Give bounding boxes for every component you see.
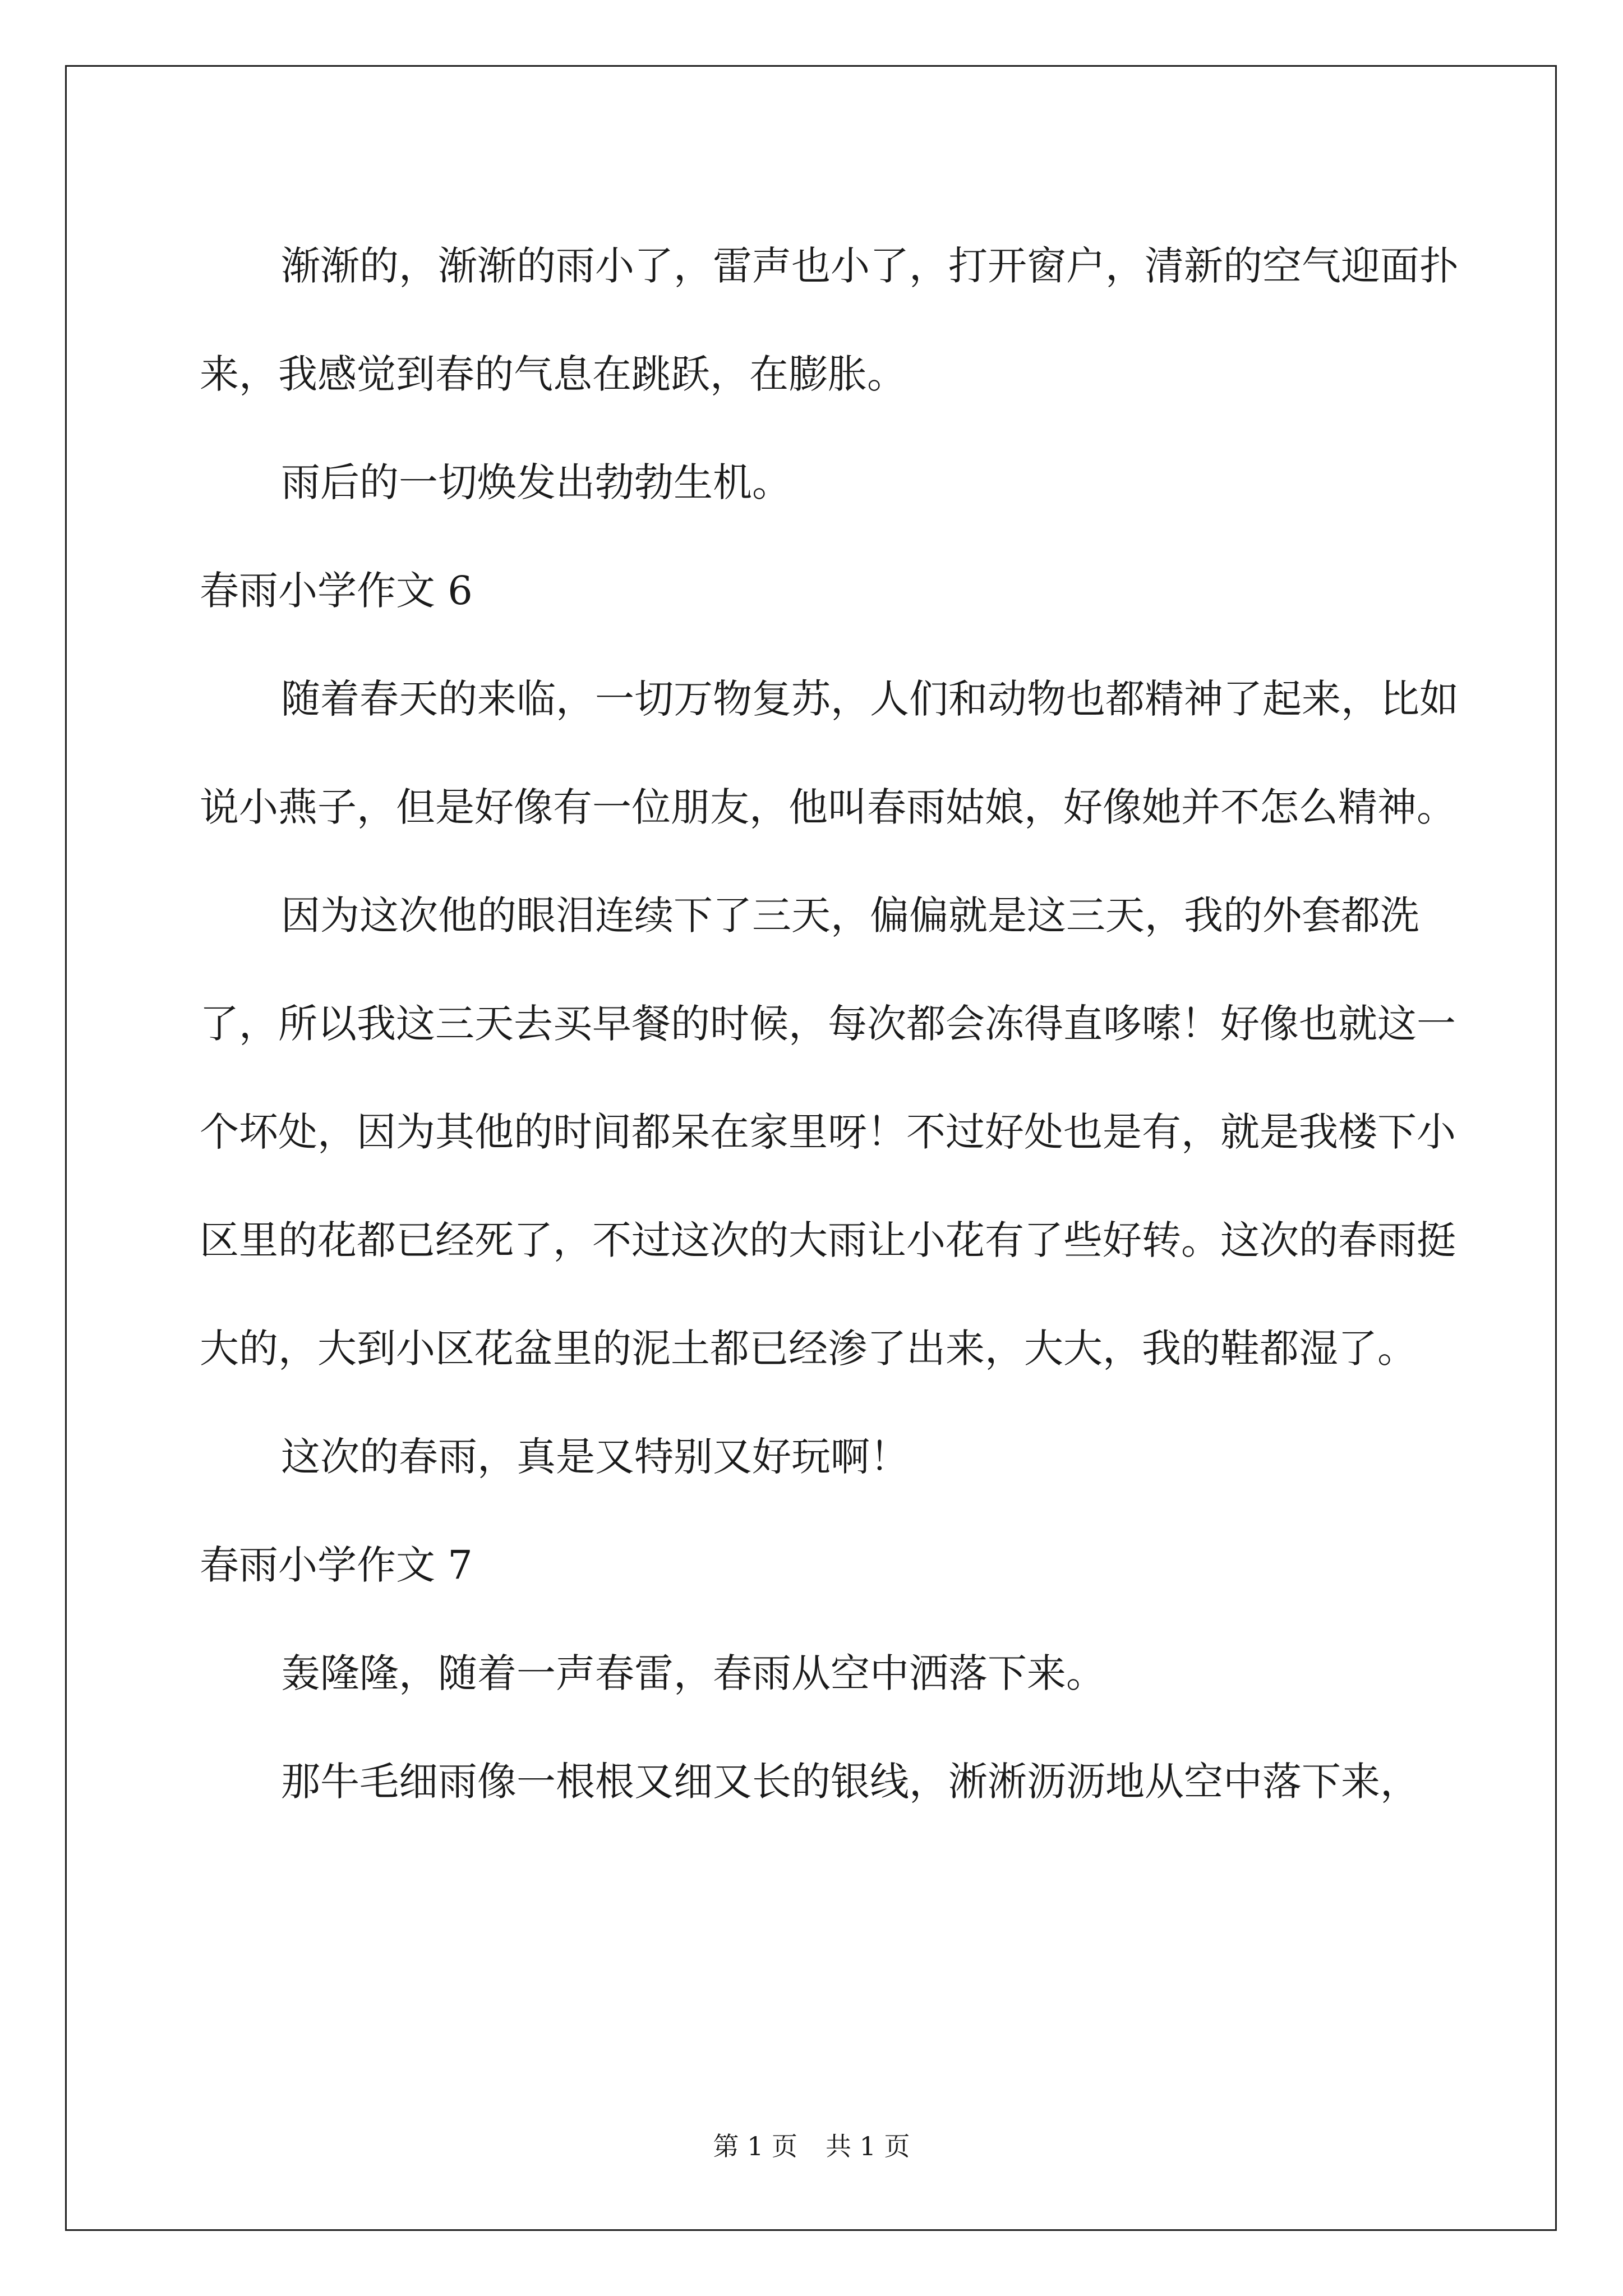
paragraph: 轰隆隆，随着一声春雷，春雨从空中洒落下来。 <box>281 1650 1105 1696</box>
page-number-total: 共 1 页 <box>826 2131 910 2161</box>
section-heading: 春雨小学作文 7 <box>200 1542 473 1588</box>
section-heading: 春雨小学作文 6 <box>200 568 473 614</box>
page-footer <box>0 2126 1623 2163</box>
paragraph: 这次的春雨，真是又特别又好玩啊！ <box>281 1434 909 1480</box>
page-number-current: 第 1 页 <box>713 2131 797 2161</box>
paragraph: 渐渐的，渐渐的雨小了，雷声也小了，打开窗户，清新的空气迎面扑来，我感觉到春的气息在跳跃，在膨胀。 <box>200 243 1459 397</box>
paragraph: 雨后的一切焕发出勃勃生机。 <box>281 459 791 505</box>
paragraph: 随着春天的来临，一切万物复苏，人们和动物也都精神了起来，比如说小燕子，但是好像有一位朋友，他叫春雨姑娘，好像她并不怎么精神。 <box>200 676 1459 830</box>
paragraph: 因为这次他的眼泪连续下了三天，偏偏就是这三天，我的外套都洗了，所以我这三天去买早餐的时候，每次都会冻得直哆嗦！好像也就这一个坏处，因为其他的时间都呆在家里呀！不过好处也是有，就是我楼下小区里的花都已经死了，不过这次的大雨让小花有了些好转。这次的春雨挺大的，大到小区花盆里的泥土都已经渗了出来，大大，我的鞋都湿了。 <box>200 892 1456 1372</box>
paragraph: 那牛毛细雨像一根根又细又长的银线，淅淅沥沥地从空中落下来， <box>281 1759 1419 1805</box>
document-body <box>200 212 1461 1836</box>
